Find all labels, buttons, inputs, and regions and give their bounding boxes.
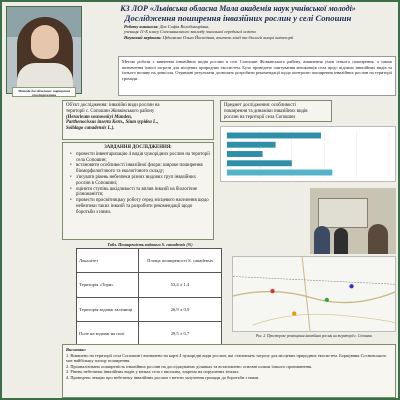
distribution-table [76,248,222,346]
species-line: Parthenocissus inserta Kern., Sium sypidea L., [66,120,159,126]
task-item: • оцінити ступінь шкідливості та вплив інвазій на біологічне різноманіття; [72,187,210,199]
table-cell: Територія вздовж залізниці [77,297,139,321]
task-item: • провести просвітницьку роботу серед місцевого населення щодо небезпеки таких інвазій та розробити рекомендації щодо боротьби з ними. [72,198,210,215]
conclusions [62,344,396,398]
task-item: • провести інвентаризацію 4 видів чужорідних рослин на території села Сопошин; [72,152,210,164]
object-line: території с. Сопошин Жовківського району [66,108,155,114]
photo-person [314,226,330,254]
intro-text: Метою роботи є вивчення інвазійних видів рослин в селі Сопошин Жовківського району, виявлення умов їхнього поширення, а також визначення їхньої загрози для місцевих природних екосистем. Було проведено опитування мешканців села щодо відомих інвазійних видів та їхнього впливу на довкілля. Отримані результати дозволять розробити рекомендації щодо контролю поширення інвазійних рослин на території громади. [118,56,396,96]
distribution-bar-chart [220,126,396,182]
map-marker [292,311,296,315]
table-row [77,249,222,273]
table-cell: Поле на вздовж на полі [77,321,139,345]
fieldwork-photo [310,188,396,254]
table-caption: Табл. Поширеність видового S. canadensis (%) [107,242,193,247]
map-marker [270,289,274,293]
author-label: Роботу виконала: [124,24,159,29]
supervisor-name: Цідилкова Ольга Йосипівна, вчитель хімії та біології вищої категорії [161,34,294,40]
chart-bar [227,133,321,139]
poster-title: Дослідження поширення інвазійних рослин у селі Сопошин [124,13,352,23]
conclusions-title: Висновки: [66,347,87,352]
table-cell: Площа поширеності S. canadensis [139,249,222,273]
author-name: Дах Софія Володимирівна, [158,24,210,29]
supervisor-label: Науковий керівник: [124,34,162,40]
chart-bar [227,170,332,176]
photo-person [368,224,388,254]
research-tasks [62,142,214,240]
species-line: Solidago canadensis L.). [66,126,115,132]
tasks-list [66,152,210,216]
table-cell: Територія «Тори» [77,273,139,297]
species-line: (Heracleum sosnowskyi Manden, [66,114,132,120]
table-row [77,297,222,321]
subject-line: Предмет дослідження: особливості [224,103,296,108]
table-row [77,273,222,297]
map-caption: Рис. 2. Просторове розміщення інвазійних рослин на території с. Сопошин [256,334,372,338]
author-photo [6,6,82,94]
task-item: • встановити особливості інвазійної флори: широке поширення біоморфологічного та екологічного складу; [72,163,210,175]
map-road [302,257,310,331]
conclusion-item: 2. Проаналізовано поширеність інвазійних рослин на досліджуваних ділянках та встановлено основні шляхи їхнього проникнення. [66,363,313,369]
subject-line: рослин на території села Сопошин [224,114,295,120]
map-road [233,292,395,303]
map-marker [325,298,329,302]
research-subject [220,100,332,122]
photo-face [31,25,59,59]
table-cell: 53,4 ± 1,4 [139,273,222,297]
photo-caption: Методи дослідження: маршрутні спостереження [12,87,76,97]
school-line: учениця 11-Б класу Сопошинського закладу загальної середньої освіти [124,29,256,35]
chart-bar [227,151,263,157]
photo-person [334,228,348,254]
task-item: • з'ясувати рівень небезпеки різних видових груп інвазійних рослин в Сопошині; [72,175,210,187]
table-cell: Локалітет [77,249,139,273]
conclusion-item: 1. Виявлено на території села Сопошин і визначено на карті 4 чужорідні види рослин, які становлять загрозу для місцевих природних екосистем. Борщівник Сосновського має найбільшу площу поширення. [66,352,387,364]
tasks-title: ЗАВДАННЯ ДОСЛІДЖЕННЯ: [104,145,172,150]
conclusion-item: 4. Проведено лекцію про небезпеку інвазійних рослин з метою залучення громади до боротьби з ними. [66,374,260,380]
table-row [77,321,222,345]
conclusion-item: 3. Рівень небезпеки інвазійних видів у межах села є високим, зокрема на порушених землях. [66,369,240,375]
photo-board [318,198,368,228]
table-cell: 26,9 ± 0,9 [139,297,222,321]
author-info [124,24,394,40]
chart-bar [227,142,276,148]
map-road [253,314,395,325]
map-marker [349,284,353,288]
subject-line: поширення та динаміки інвазійних видів [224,108,308,114]
supervisor-line [124,35,394,40]
village-map [232,256,396,332]
table-cell: 29,5 ± 0,7 [139,321,222,345]
institution-title: КЗ ЛОР «Львівська обласна Мала академія наук учнівської молоді» [120,4,356,13]
research-object [62,100,214,140]
chart-bar [227,160,292,166]
object-line: Об'єкт дослідження: інвазійні види рослин на [66,103,160,108]
map-railway [233,276,395,284]
